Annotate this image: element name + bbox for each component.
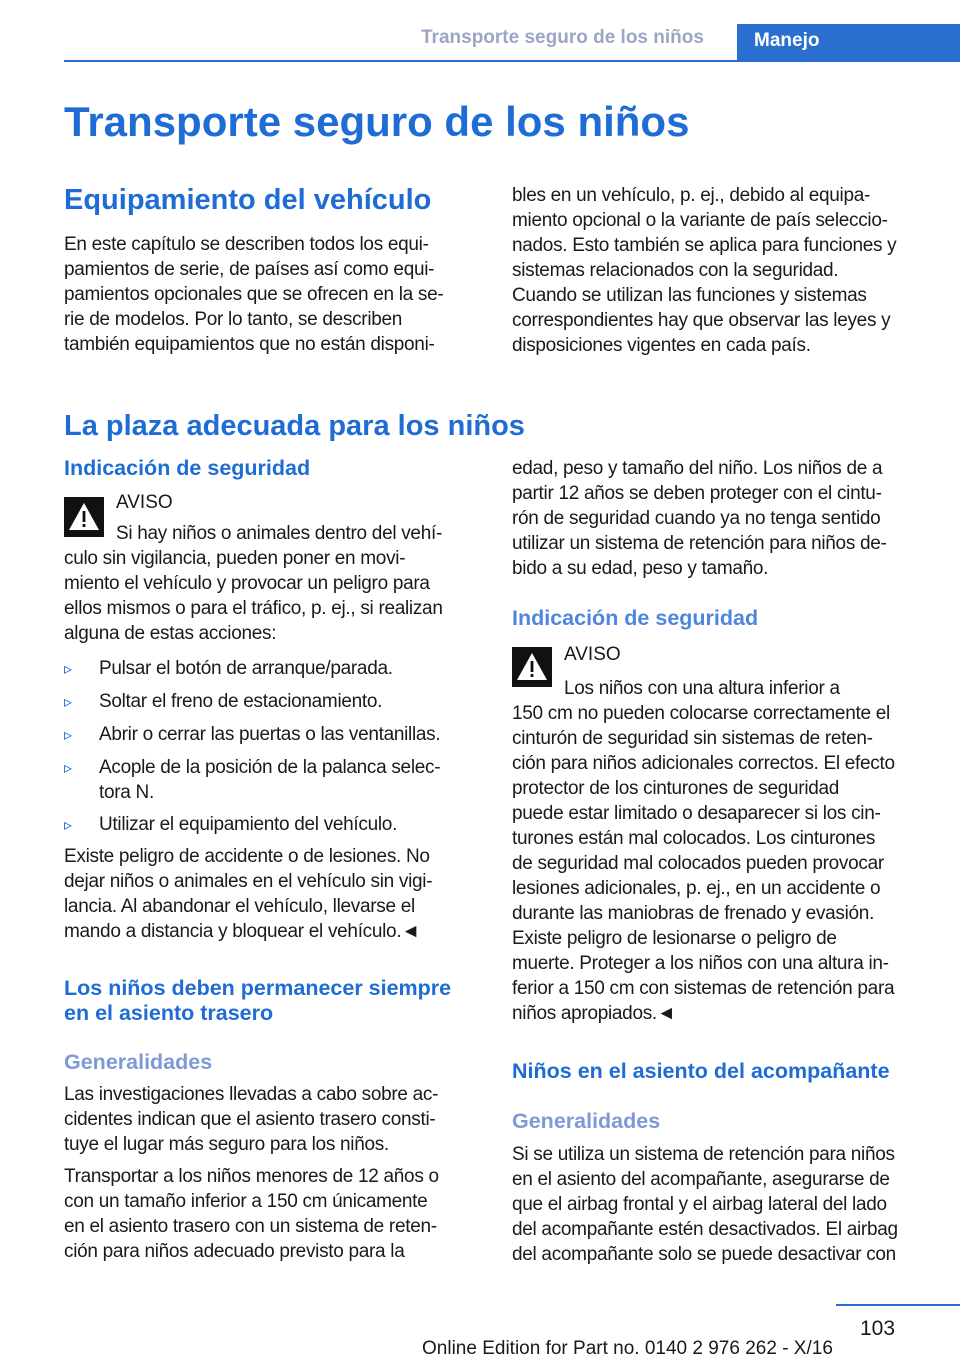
warning-2-first-line: Los niños con una altura inferior a (564, 678, 840, 699)
bullet-triangle-icon: ▹ (64, 760, 72, 777)
aviso-label: AVISO (116, 492, 173, 513)
list-item-text: Abrir o cerrar las puertas o las ventanillas. (99, 724, 441, 745)
warning-text-first-line: Si hay niños o animales dentro del vehí- (116, 523, 442, 544)
list-item-text: Soltar el freno de estacionamiento. (99, 691, 383, 712)
heading-asiento-trasero: Los niños deben permanecer siempre en el asiento trasero (64, 976, 452, 1025)
paragraph-equipamiento-2: bles en un vehículo, p. ej., debido al equipa- miento opcional o la variante de país seleccio- nados. Esto también se aplica para funciones y sistemas relacionados con la seguridad. Cuando se utilizan las funciones y sistemas correspondientes hay que observar las leyes y disposiciones vigentes en cada país. (512, 185, 897, 356)
bullet-triangle-icon: ▹ (64, 694, 72, 711)
list-item-text: Pulsar el botón de arranque/parada. (99, 658, 393, 679)
heading-equipamiento: Equipamiento del vehículo (64, 184, 432, 216)
page-title: Transporte seguro de los niños (64, 98, 690, 145)
bullet-triangle-icon: ▹ (64, 817, 72, 834)
header-rule (64, 60, 737, 62)
list-item-text: Utilizar el equipamiento del vehículo. (99, 814, 398, 835)
page-number: 103 (860, 1317, 896, 1340)
heading-generalidades-2: Generalidades (512, 1109, 661, 1133)
paragraph-rear-2: Transportar a los niños menores de 12 años o con un tamaño inferior a 150 cm únicamente en el asiento trasero con un sistema de reten- ción para niños adecuado previsto para la (64, 1166, 439, 1262)
warning-text: culo sin vigilancia, pueden poner en movi- miento el vehículo y provocar un peligro para ellos mismos o para el tráfico, p. ej., si realizan alguna de estas acciones: (64, 548, 443, 644)
heading-asiento-acompanante: Niños en el asiento del acompañante (512, 1059, 890, 1083)
header-chapter-label: Manejo (754, 30, 820, 51)
warning-triangle-icon (512, 647, 552, 687)
list-item-text: Acople de la posición de la palanca selec- tora N. (99, 757, 441, 803)
footer-rule (836, 1304, 960, 1306)
warning-triangle-icon (64, 497, 104, 537)
paragraph-rear-1: Las investigaciones llevadas a cabo sobre ac- cidentes indican que el asiento trasero consti- tuye el lugar más seguro para los niños. (64, 1084, 439, 1155)
edition-note: Online Edition for Part no. 0140 2 976 262 - X/16 (422, 1338, 833, 1359)
bullet-triangle-icon: ▹ (64, 661, 72, 678)
heading-indicacion-seguridad-2: Indicación de seguridad (512, 606, 759, 630)
paragraph-front-1: Si se utiliza un sistema de retención para niños en el asiento del acompañante, asegurarse de que el airbag frontal y el airbag lateral del lado del acompañante estén desactivados. El airbag del acompañante solo se puede desactivar con (512, 1144, 898, 1265)
heading-plaza-adecuada: La plaza adecuada para los niños (64, 410, 525, 442)
header-chapter-tab (737, 24, 960, 62)
heading-indicacion-seguridad: Indicación de seguridad (64, 456, 311, 480)
warning-2-text: 150 cm no pueden colocarse correctamente el cinturón de seguridad sin sistemas de reten- ción para niños adicionales correctos. El efecto protector de los cinturones de seguridad puede estar limitado o desaparecer si los cin- turones están mal colocados. Los cinturones de seguridad mal colocados pueden provocar lesiones adicionales, p. ej., en un accidente o durante las maniobras de frenado y evasión. Existe peligro de lesionarse o peligro de muerte. Proteger a los niños con una altura in- ferior a 150 cm con sistemas de retención para niños apropiados.◄ (512, 703, 895, 1024)
bullet-triangle-icon: ▹ (64, 727, 72, 744)
paragraph-equipamiento-1: En este capítulo se describen todos los equi- pamientos de serie, de países así como equi- pamientos opcionales que se ofrecen en la se- rie de modelos. Por lo tanto, se describen también equipamientos que no están disponi- (64, 234, 444, 355)
heading-generalidades: Generalidades (64, 1050, 213, 1074)
paragraph-rear-continued: edad, peso y tamaño del niño. Los niños de a partir 12 años se deben proteger con el cintu- rón de seguridad cuando ya no tenga sentido utilizar un sistema de retención para niños de- bido a su edad, peso y tamaño. (512, 458, 887, 579)
aviso-label-2: AVISO (564, 644, 621, 665)
warning-conclusion: Existe peligro de accidente o de lesiones. No dejar niños o animales en el vehículo sin vigi- lancia. Al abandonar el vehículo, llevarse el mando a distancia y bloquear el vehículo.◄ (64, 846, 433, 942)
header-section-title: Transporte seguro de los niños (421, 27, 704, 48)
